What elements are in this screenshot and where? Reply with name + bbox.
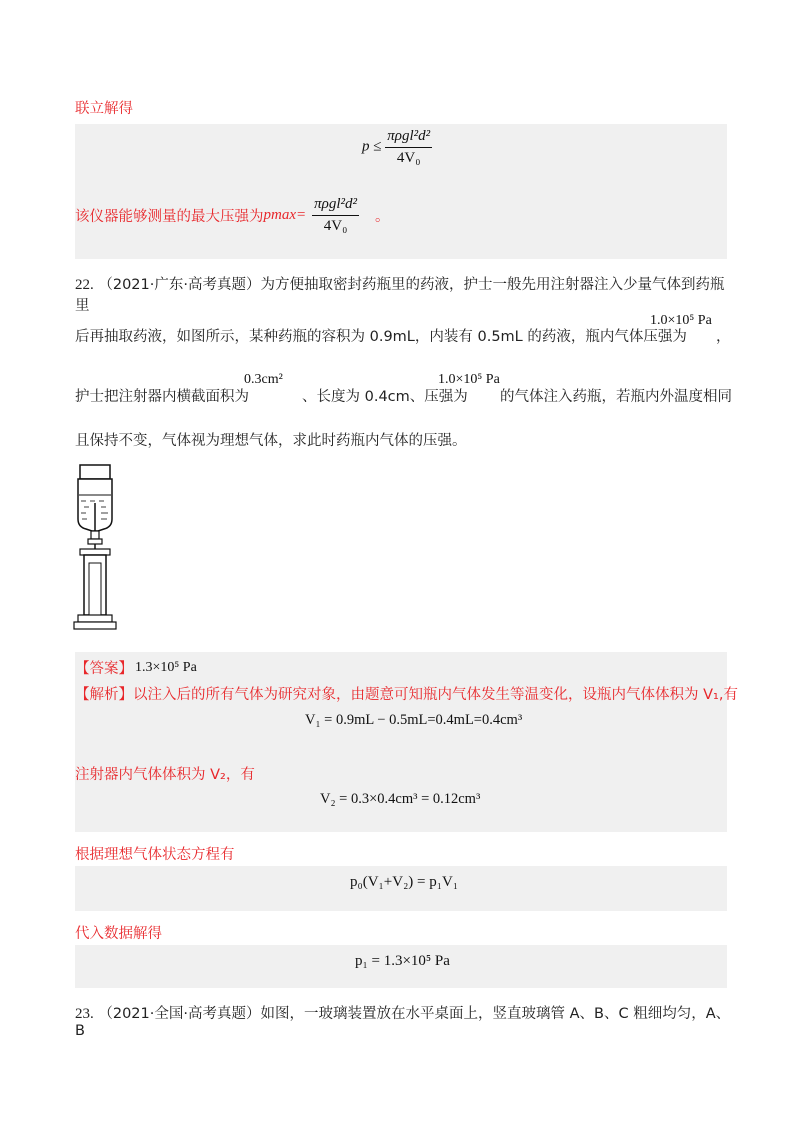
problem22-line3c: 的气体注入药瓶，若瓶内外温度相同: [500, 389, 732, 405]
max-pressure-formula: [362, 128, 432, 166]
equation-state: p₀(V₁+V₂) = p₁V₁: [350, 874, 459, 890]
problem23-text: 如图，一玻璃装置放在水平桌面上，竖直玻璃管 A、B、C 粗细均匀，A、B: [75, 1006, 731, 1039]
problem22-source: （2021·广东·高考真题）: [98, 277, 261, 293]
problem22-number: 22.: [75, 277, 94, 293]
conclusion-line: [75, 196, 390, 234]
equation-v2: V₂ = 0.3×0.4cm³ = 0.12cm³: [320, 791, 481, 807]
analysis-line2: 注射器内气体体积为 V₂，有: [75, 767, 255, 783]
formula-numerator: πρgl²d²: [385, 128, 432, 148]
problem23-line: [75, 1002, 735, 1039]
analysis-line4: 代入数据解得: [75, 926, 162, 942]
syringe-vial-figure: [70, 463, 120, 635]
analysis-label: 【解析】: [75, 687, 133, 703]
problem22-pressure1: 1.0×10⁵ Pa: [650, 313, 712, 328]
section-heading: 联立解得: [75, 101, 133, 117]
problem22-area: 0.3cm²: [244, 372, 283, 387]
problem22-text1: 为方便抽取密封药瓶里的药液，护士一般先用注射器注入少量气体到药瓶里: [75, 277, 725, 314]
conclusion-denominator: 4V₀: [323, 217, 348, 234]
equation-result: p₁ = 1.3×10⁵ Pa: [355, 953, 450, 969]
problem22-pressure2: 1.0×10⁵ Pa: [438, 372, 500, 387]
problem23-number: 23.: [75, 1006, 94, 1022]
problem22-line4: 且保持不变，气体视为理想气体，求此时药瓶内气体的压强。: [75, 433, 467, 449]
problem22-line1: [75, 273, 735, 315]
problem22-comma: ，: [716, 329, 731, 345]
conclusion-var: pmax=: [263, 206, 307, 223]
problem22-line2: 后再抽取药液，如图所示，某种药瓶的容积为 0.9mL，内装有 0.5mL 的药液，瓶内气体压强为: [75, 329, 687, 345]
formula-lhs: p ≤: [362, 138, 382, 155]
equation-v1: V₁ = 0.9mL − 0.5mL=0.4mL=0.4cm³: [305, 712, 523, 728]
analysis-line1: [75, 683, 738, 704]
problem23-source: （2021·全国·高考真题）: [98, 1006, 261, 1022]
answer-line: [75, 657, 197, 678]
problem22-line3a: 护士把注射器内横截面积为: [75, 389, 249, 405]
answer-label: 【答案】: [75, 661, 133, 677]
problem22-line3b: 、长度为 0.4cm、压强为: [302, 389, 468, 405]
answer-value: 1.3×10⁵ Pa: [135, 659, 197, 675]
conclusion-suffix: 。: [375, 208, 390, 225]
formula-denominator: 4V₀: [396, 149, 421, 166]
analysis-line3: 根据理想气体状态方程有: [75, 847, 235, 863]
conclusion-prefix: 该仪器能够测量的最大压强为: [75, 208, 264, 225]
conclusion-numerator: πρgl²d²: [312, 196, 359, 216]
analysis-text: 以注入后的所有气体为研究对象，由题意可知瓶内气体发生等温变化，设瓶内气体体积为 V₁,有: [133, 687, 738, 703]
